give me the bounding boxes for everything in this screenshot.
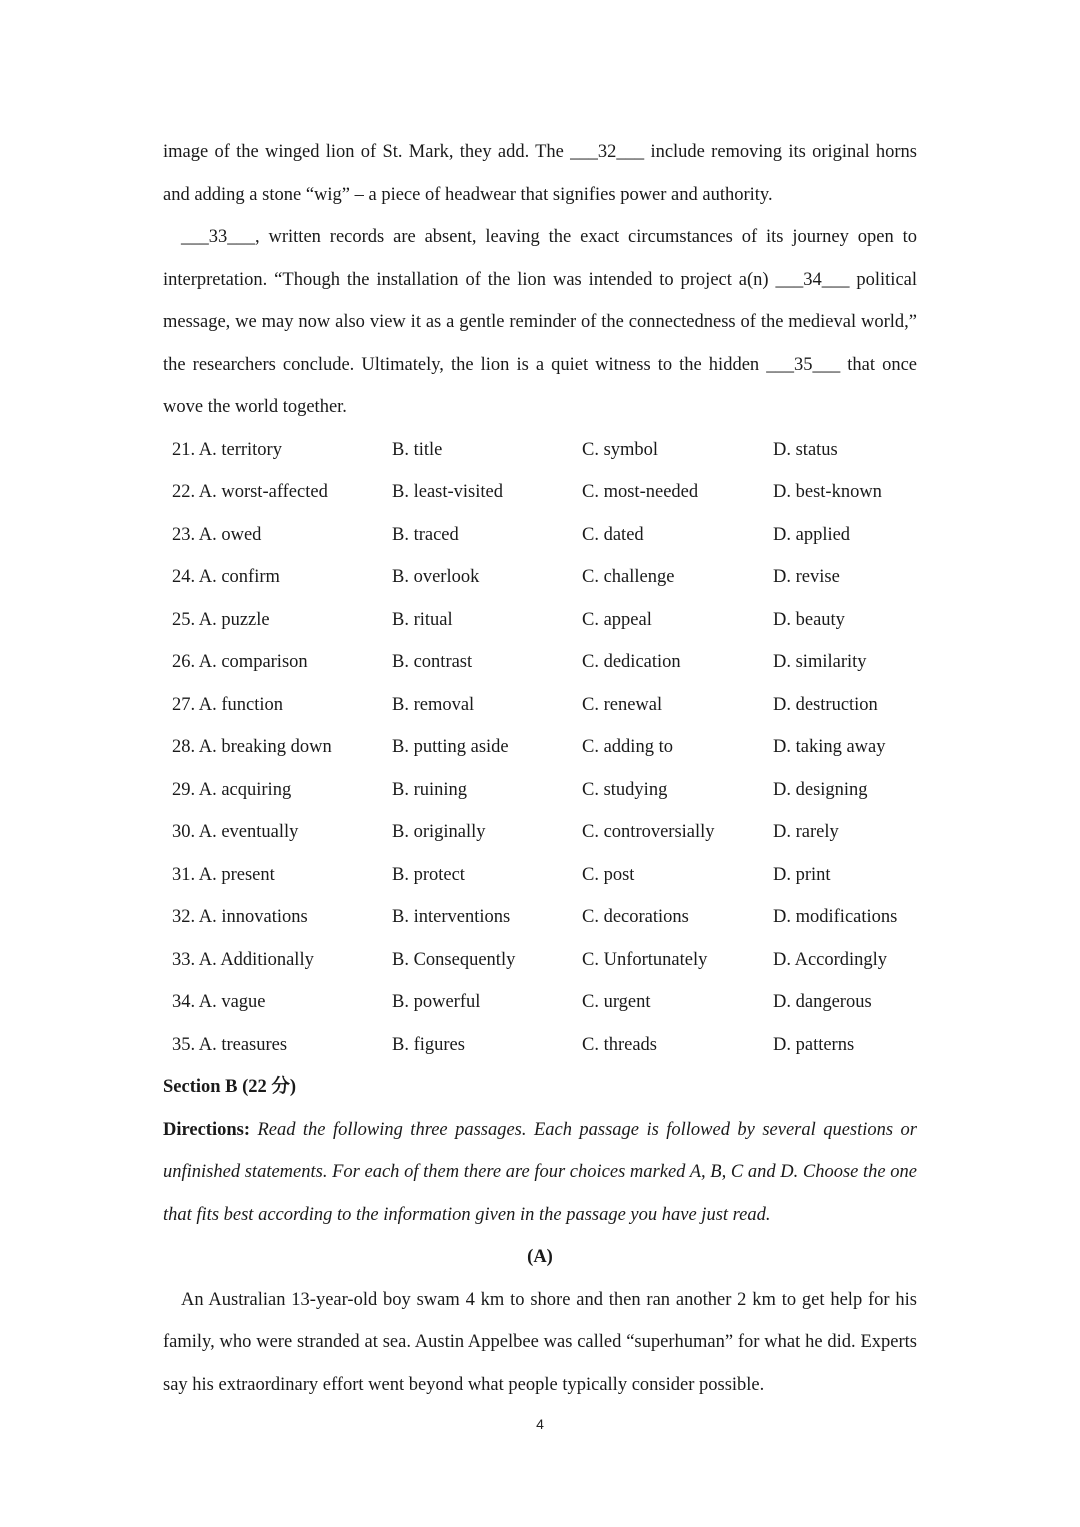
option-b: B. originally [392,822,486,842]
exam-page-content [163,131,917,1406]
option-a: 31. A. present [172,864,275,885]
option-b: B. least-visited [392,482,503,502]
option-b: B. figures [392,1034,465,1055]
option-row-21 [163,429,917,472]
option-c: C. dated [582,524,644,545]
option-row-24 [163,556,917,599]
passage-text: include removing its original horns and adding a stone “wig” – a piece of headwear that signifies power and authority. [163,142,917,205]
option-row-27 [163,684,917,727]
option-row-33 [163,939,917,982]
options-list [163,429,917,1067]
option-c: C. dedication [582,652,681,672]
option-d: D. taking away [773,737,886,757]
option-row-31 [163,854,917,897]
passage-text: image of the winged lion of St. Mark, they add. The [163,142,571,162]
option-c: C. studying [582,779,668,800]
option-b: B. ruining [392,779,468,800]
option-a: 34. A. vague [172,992,266,1012]
option-a: 29. A. acquiring [172,779,292,800]
option-c: C. Unfortunately [582,949,708,970]
option-row-25 [163,599,917,642]
option-row-22 [163,471,917,514]
option-row-32 [163,896,917,939]
option-c: C. renewal [582,694,663,715]
option-d: D. destruction [773,694,878,715]
option-a: 30. A. eventually [172,822,299,842]
passage-text: , written records are absent, leaving the exact circumstances of its journey open to interpretation. “Though the installation of the lion was intended to project a(n) [163,227,917,290]
option-a: 25. A. puzzle [172,609,270,630]
option-c: C. appeal [582,609,652,630]
option-c: C. threads [582,1034,658,1055]
option-d: D. beauty [773,609,845,630]
option-a: 33. A. Additionally [172,949,314,970]
option-row-35 [163,1024,917,1067]
passage-a-paragraph: An Australian 13-year-old boy swam 4 km to shore and then ran another 2 km to get help for his family, who were stranded at sea. Austin Appelbee was called “superhuman” for what he did. Experts say his extraordinary effort went beyond what people typically consider possible. [163,1289,917,1395]
option-d: D. Accordingly [773,949,888,970]
option-d: D. revise [773,567,840,587]
directions-label: Directions: [163,1119,250,1140]
option-b: B. Consequently [392,949,516,970]
option-c: C. adding to [582,737,673,757]
blank-32: ___32___ [570,142,645,162]
passage-paragraph-2 [163,216,917,429]
passage-text: political message, we may now also view it as a gentle reminder of the connectedness of the medieval world,” the researchers conclude. Ultimately, the lion is a quiet witness to the hidden [163,269,918,375]
option-d: D. best-known [773,482,882,502]
section-b-title: Section B (22 分) [163,1077,297,1097]
option-b: B. overlook [392,567,480,587]
option-d: D. designing [773,779,868,800]
option-b: B. ritual [392,609,453,630]
option-c: C. decorations [582,907,689,927]
option-b: B. powerful [392,992,481,1012]
page-number: 4 [536,1416,544,1432]
option-d: D. applied [773,524,851,545]
option-b: B. putting aside [392,737,509,757]
blank-34: ___34___ [775,269,850,290]
option-b: B. interventions [392,907,511,927]
passage-text: that once wove the world together. [163,354,917,417]
option-a: 21. A. territory [172,439,282,460]
directions [163,1109,917,1237]
option-d: D. patterns [773,1034,855,1055]
option-a: 27. A. function [172,694,283,715]
option-b: B. traced [392,524,459,545]
option-row-29 [163,769,917,812]
option-d: D. dangerous [773,992,872,1012]
option-a: 32. A. innovations [172,907,308,927]
option-a: 35. A. treasures [172,1034,288,1055]
blank-33: ___33___ [181,227,255,247]
option-row-28 [163,726,917,769]
option-row-30 [163,811,917,854]
option-a: 28. A. breaking down [172,737,332,757]
passage-paragraph-1 [163,131,917,216]
option-c: C. challenge [582,567,675,587]
option-row-26 [163,641,917,684]
option-c: C. post [582,864,635,885]
option-c: C. urgent [582,992,651,1012]
option-a: 26. A. comparison [172,652,308,672]
option-d: D. rarely [773,822,839,842]
option-b: B. title [392,439,443,460]
option-a: 22. A. worst-affected [172,482,328,502]
option-d: D. print [773,864,831,885]
option-a: 24. A. confirm [172,567,280,587]
option-b: B. contrast [392,652,473,672]
option-row-34 [163,981,917,1024]
passage-a-label: (A) [527,1247,553,1267]
option-b: B. protect [392,864,465,885]
option-b: B. removal [392,694,475,715]
option-d: D. status [773,439,838,460]
option-c: C. symbol [582,439,659,460]
option-c: C. controversially [582,822,715,842]
option-a: 23. A. owed [172,524,262,545]
option-d: D. similarity [773,652,867,672]
blank-35: ___35___ [766,354,841,375]
directions-text: Read the following three passages. Each passage is followed by several questions or unfinished statements. For each of them there are four choices marked A, B, C and D. Choose the one that fits best according to the information given in the passage you have just read. [163,1119,917,1225]
option-row-23 [163,514,917,557]
option-d: D. modifications [773,907,898,927]
option-c: C. most-needed [582,482,699,502]
